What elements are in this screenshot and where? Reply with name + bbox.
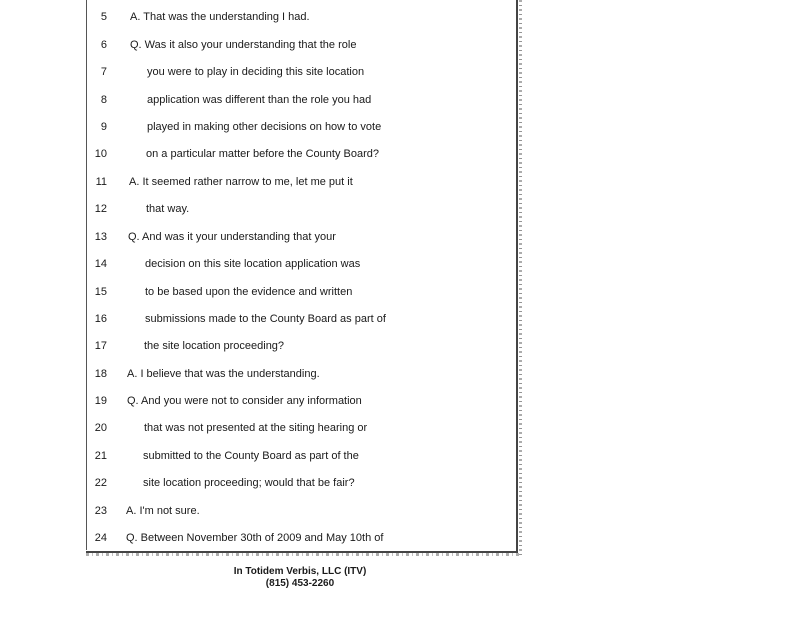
line-text: Q. Between November 30th of 2009 and May 10th of (126, 532, 384, 544)
scan-edge-right (519, 0, 522, 556)
line-number: 6 (100, 39, 107, 51)
line-number: 11 (95, 176, 107, 188)
line-text: Q. And was it your understanding that your (128, 231, 336, 243)
scan-edge-bottom (86, 553, 522, 556)
footer-phone: (815) 453-2260 (265, 578, 335, 589)
transcript-page-frame (86, 0, 518, 553)
line-number: 23 (94, 505, 107, 517)
line-text: decision on this site location application was (145, 258, 361, 270)
line-text: played in making other decisions on how to vote (147, 121, 382, 133)
line-number: 18 (94, 368, 107, 380)
line-text: A. It seemed rather narrow to me, let me put it (129, 176, 353, 188)
line-text: to be based upon the evidence and written (145, 286, 353, 298)
line-number: 20 (94, 422, 107, 434)
line-number: 8 (100, 94, 107, 106)
footer-company: In Totidem Verbis, LLC (ITV) (233, 566, 367, 577)
line-text: A. I believe that was the understanding. (127, 368, 320, 380)
line-number: 21 (94, 450, 107, 462)
line-text: on a particular matter before the County Board? (146, 148, 379, 160)
line-text: site location proceeding; would that be fair? (143, 477, 355, 489)
line-text: submitted to the County Board as part of the (143, 450, 359, 462)
line-number: 17 (94, 340, 107, 352)
line-text: A. I'm not sure. (126, 505, 200, 517)
line-number: 24 (94, 532, 107, 544)
line-number: 22 (94, 477, 107, 489)
line-text: Q. Was it also your understanding that the role (130, 39, 357, 51)
line-text: application was different than the role you had (147, 94, 372, 106)
line-number: 7 (100, 66, 107, 78)
line-number: 16 (94, 313, 107, 325)
line-number: 12 (94, 203, 107, 215)
line-number: 5 (100, 11, 107, 23)
line-number: 15 (94, 286, 107, 298)
line-text: A. That was the understanding I had. (130, 11, 310, 23)
line-text: submissions made to the County Board as part of (145, 313, 386, 325)
line-text: that was not presented at the siting hearing or (144, 422, 368, 434)
line-text: Q. And you were not to consider any information (127, 395, 362, 407)
line-number: 14 (94, 258, 107, 270)
line-number: 10 (94, 148, 107, 160)
line-number: 19 (94, 395, 107, 407)
line-number: 9 (100, 121, 107, 133)
line-text: that way. (146, 203, 190, 215)
line-text: you were to play in deciding this site location (147, 66, 365, 78)
line-text: the site location proceeding? (144, 340, 285, 352)
line-number: 13 (94, 231, 107, 243)
